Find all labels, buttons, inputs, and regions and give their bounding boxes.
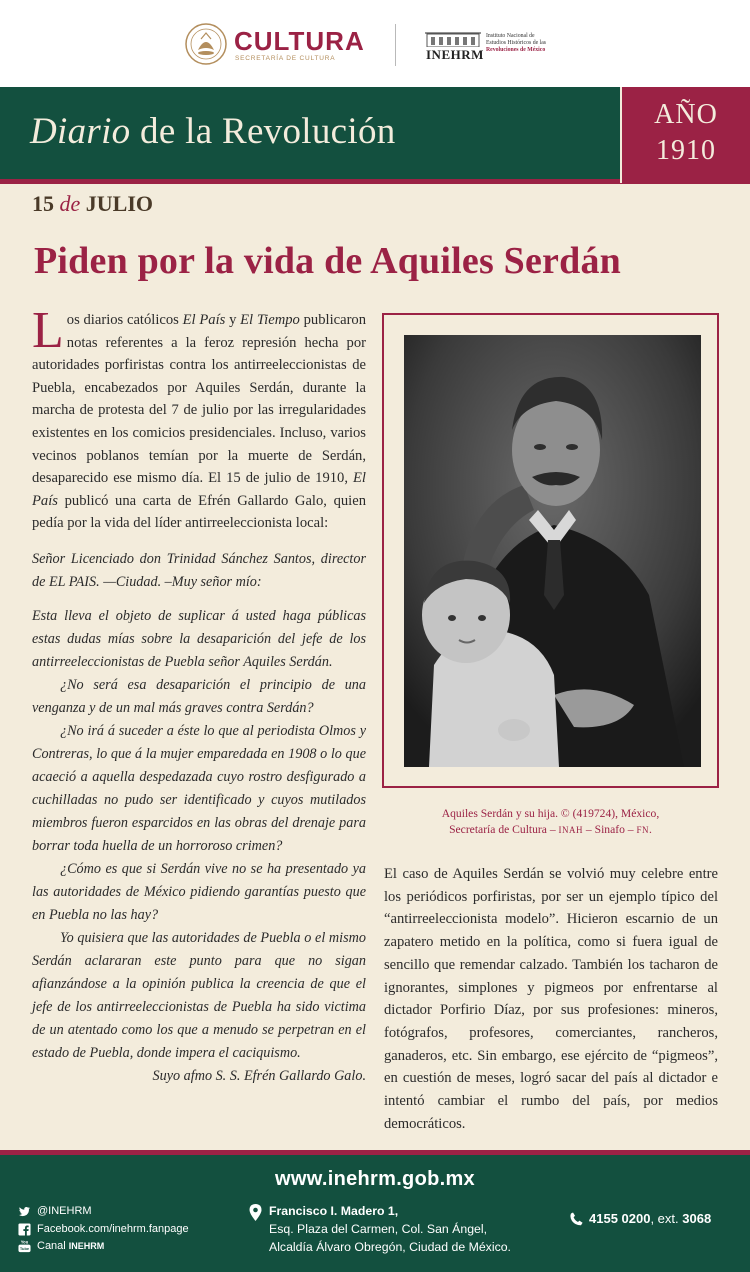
publication-title [30,110,396,153]
twitter-link[interactable]: @INEHRM [18,1203,189,1221]
svg-text:You: You [20,1240,29,1245]
newspaper-name: El País [32,470,366,509]
historical-photo[interactable] [404,335,701,767]
body-paragraph: El caso de Aquiles Serdán se volvió muy celebre entre los periódicos porfiristas, por ser un ejemplo típico del “antirreeleccionista modelo”. Hicieron escarnio de un zapatero metido en la política, como si fuera igual de sencillo que remendar calzado. También los tacharon de ignorantes, simplones y pigmeos por enfrentarse al dictador Porfirio Díaz, por sus profesiones: mineros, fotógrafos, profesores, comerciantes, rancheros, ganaderos, etc. Sin embargo, ese ejército de “pigmeos”, en cuestión de meses, logró sacar del país al dictador e intentó cambiar el rumbo del país, por medios democráticos. [384,866,718,1132]
letter-paragraph: ¿No irá á suceder a éste lo que al periodista Olmos y Contreras, lo que á la mujer emparedada en 1908 o lo que acaeció a aquella despedazada cuyo rostro desfigurado a cuchilladas no pudo ser identificado y cuyos mutilados miembros fueron esparcidos en las obras del drenaje para borrar toda huella de un horroroso crimen? [32,722,366,854]
photo-caption: Aquiles Serdán y su hija. © (419724), México, Secretaría de Cultura – INAH – Sinafo – FN. [441,807,660,836]
phone-number[interactable]: 4155 0200, ext. 3068 [570,1211,711,1226]
photo-illustration [404,335,701,767]
article-right-column [384,863,718,1135]
youtube-icon [18,1240,31,1253]
letter-paragraph: Yo quisiera que las autoridades de Puebla o el mismo Serdán aclararan este punto para que no sigan afianzándose a la opinión publica la creencia de que el jefe de los antirreeleccionistas de Puebla ha sido victima de un atentado como los que a menudo se perpetran en el estado de Puebla, donde impera el caciquismo. [32,929,366,1061]
title-italic: Diario [30,111,131,152]
inehrm-wordmark: INEHRM [426,47,484,62]
quoted-letter [32,548,366,1088]
inehrm-logo[interactable] [423,30,563,64]
title-rest: de la Revolución [140,111,396,152]
intro-paragraph: Los diarios católicos El País y El Tiempo publicaron notas referentes a la feroz represión hecha por autoridades porfiristas contra los antirreeleccionistas de Puebla, encabezados por Aquiles Serdán, durante la marcha de protesta del 7 de julio por las irregularidades existentes en los comicios presidenciales. Incluso, varios vecinos poblanos temían por la muerte de Serdán, desaparecido ese mismo día. El 15 de julio de 1910, El País publicó una carta de Efrén Gallardo Galo, quien pedía por la vida del líder antirreeleccionista local: [32,302,367,532]
address-line: Esq. Plaza del Carmen, Col. San Ángel, [269,1221,488,1236]
cultura-logo[interactable] [184,22,374,70]
year-badge-label: AÑO [654,99,718,130]
letter-paragraph: ¿Cómo es que si Serdán vive no se ha presentado ya las autoridades de México pidiendo garantías puesto que en Puebla no las hay? [32,860,366,923]
cultura-subtitle: SECRETARÍA DE CULTURA [235,55,336,62]
logo-divider [395,24,396,66]
website-link[interactable]: www.inehrm.gob.mx [275,1168,475,1190]
svg-text:Tube: Tube [19,1246,30,1252]
inehrm-institution-name: Instituto Nacional de Estudios Históricos de las Revoluciones de México [486,33,547,53]
entry-date [32,191,153,217]
address-line: Alcaldía Álvaro Obregón, Ciudad de México. [269,1239,511,1254]
phone-icon [570,1212,583,1226]
newspaper-name: El País [182,312,226,328]
youtube-link[interactable]: You Tube Canal INEHRM [19,1240,105,1252]
newspaper-name: El Tiempo [240,312,300,328]
cultura-wordmark: CULTURA [234,26,365,56]
letter-salutation: Señor Licenciado don Trinidad Sánchez Santos, director de EL PAIS. —Ciudad. –Muy señor mío: [32,550,366,590]
facebook-icon [18,1223,31,1236]
footer [0,1155,750,1272]
top-logo-bar [0,0,750,87]
letter-signature: Suyo afmo S. S. Efrén Gallardo Galo. [152,1067,366,1084]
facebook-link[interactable]: Facebook.com/inehrm.fanpage [18,1221,189,1239]
letter-paragraph: Esta lleva el objeto de suplicar á usted haga públicas estas dudas mías sobre la desaparición del jefe de los antirreeleccionistas de Puebla señor Aquiles Serdán. [32,607,366,670]
date-month: JULIO [85,191,154,216]
social-links [18,1203,189,1256]
date-de: de [59,191,81,216]
mexico-seal-icon [184,22,228,66]
letter-paragraph: ¿No será esa desaparición el principio de una venganza y de un mal más graves contra Serdán? [32,676,366,716]
twitter-icon [18,1205,31,1218]
article-headline: Piden por la vida de Aquiles Serdán [34,240,621,282]
year-badge-value: 1910 [656,135,716,166]
address-street: Francisco I. Madero 1, [269,1204,399,1218]
photo-frame [382,313,719,788]
year-badge [620,87,750,183]
article-left-column [32,302,367,1088]
location-pin-icon [249,1204,262,1221]
drop-cap: L [32,302,64,359]
date-day: 15 [32,191,54,216]
